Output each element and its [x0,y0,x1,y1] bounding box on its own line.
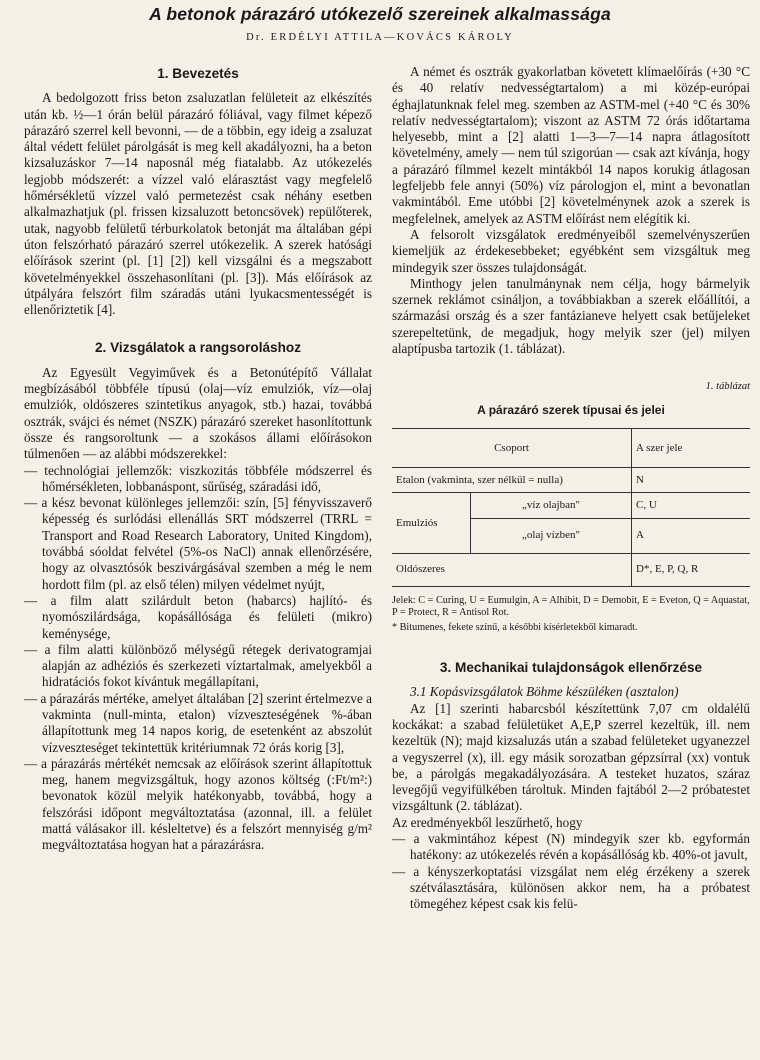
table-caption: 1. táblázat [705,381,750,393]
right-column [392,64,750,912]
article-authors: Dr. ERDÉLYI ATTILA—KOVÁCS KÁROLY [246,32,514,43]
result-item: — a vakmintához képest (N) mindegyik szer kb. egyformán hatékony: az utókezelés révén a kopásállóság kb. 40%-ot javult, [392,831,750,863]
agents-table [392,428,750,587]
article-title: A betonok párazáró utókezelő szereinek alkalmassága [149,4,611,24]
section-3-paragraph: Az [1] szerinti habarcsból készítettünk 7,07 cm oldalélű kockákat: a szabad felületüket A,E,P szerrel kezeltük, ill. nem kezeltük (N); majd kizsaluzás után a szabad felületeket ugyanezzel a vegyszerrel (x), ill. egy másik sorozatban gépzsírral (xx) vontuk be, a párolgás megakadályozására. A testeket huzatos, száraz levegőjű vegyifülkében tároltuk. Minden fajtából 2—2 próbatestet vizsgáltunk (2. táblázat). [392,700,750,814]
method-item: — technológiai jellemzők: viszkozitás többféle módszerrel és hőmérsékleten, lobbanáspont, sűrűség, száradási idő, [24,462,372,494]
row-etalon-label: Etalon (vakminta, szer nélkül = nulla) [392,467,632,492]
method-item: — a kész bevonat különleges jellemzői: szín, [5] fényvisszaverő képesség és surlódási ellenállás SRT módszerrel (TRRL = Transport and Road Research Laboratory, United Kingdom), továbbá sóoldat felvétel (5%-os NaCl) annak ellenőrzésére, hogy az olvasztósók beszivárgásával szemben a még le nem hordott film (pl. az első télen) milyen védelmet nyújt, [24,495,372,592]
table-header-row [392,428,750,467]
header-group: Csoport [392,428,632,467]
table-row [392,467,750,492]
section-2-paragraph: Az Egyesült Vegyiművek és a Betonútépítő Vállalat megbízásából többféle típusú (olaj—víz emulziók, víz—olaj emulziók, oldószeres szintetikus anyagok, stb.) hazai, továbbá osztrák, svájci és német (NSZK) párazáró szereket hasonlítottunk össze és rangsoroltunk — a szokásos állami előírásokon túlmenően — az alábbi módszerekkel: [24,364,372,462]
method-item: — a film alatt szilárdult beton (habarcs) hajlító- és nyomószilárdsága, kopásállósága és felületi (mikro) keménysége, [24,592,372,641]
section-3-heading: 3. Mechanikai tulajdonságok ellenőrzése [439,660,703,676]
method-item: — a párazárás mértékét nemcsak az előírások szerint állapítottuk meg, hanem megvizsgáltuk, hogy azonos költség (:Ft/m²:) bevonatok közül melyik hatékonyabb, továbbá, hogy a felszórási időpont megváltoztatása (azonnal, ill. a felület mattá válásakor ill. késleltetve) és a felszórt mennyiség g/m² megváltoztatása hogyan hat a párazárásra. [24,755,372,853]
row-emul-b-label: „olaj vízben" [471,518,632,553]
climate-paragraph: A német és osztrák gyakorlatban követett klímaelőírás (+30 °C és 40 relatív nedvességtartalom) a mi közép-európai éghajlatunknak felel meg. szemben az ASTM-mel (+40 °C és 30% relatív nedvességtartalom); viszont az ASTM 72 órás időtartama helyesebb, mint a [2] alatti 1—3—7—14 napra átlagosított követelmény, amely — nem túl szigorúan — csak azt kívánja, hogy a párazáró fílmmel kezelt mintákból 14 napos korukig átlagosan legfeljebb fele annyi (50%) víz párologjon el, mint a bevonatlan vakmintából. Eme utóbbi [2] követelménynek azok a szerek is megfelelnek, amelyek az ASTM előírást nem elégítik ki. [392,64,750,226]
row-emul-b-code: A [632,518,751,553]
table-row [392,493,750,518]
row-solvent-code: D*, E, P, Q, R [632,553,751,586]
table-footnote: * Bitumenes, fekete színű, a későbbi kísérletekből kimaradt. [392,621,638,633]
left-column [24,62,372,854]
row-solvent-label: Oldószeres [392,553,632,586]
results-intro: Az eredményekből leszűrhető, hogy [392,814,583,830]
result-item: — a kényszerkoptatási vizsgálat nem elég érzékeny a szerek szétválasztására, különösen akkor nem, ha a próbatest tömegéhez képest csak kis felü- [392,863,750,912]
section-1-paragraph: A bedolgozott friss beton zsaluzatlan felületeit az elkészítés után kb. ½—1 órán belül párazáró fóliával, vagy filmet képező párazáró szerrel kell bevonni, — de a többin, egy ideig a zsaluzat által védett felület párolgását is meg kell akadályozni, ha a beton kizsaluzáskor 7—14 naposnál még fiatalabb. Az utókezelés legjobb módszerét: a vízzel való elárasztást vagy megfelelő hőmérsékletű vízzel való permetezést csak néhány esetben alkalmazhatjuk (pl. frissen kizsaluzott betoncsövek) repülőterek, utak, nagyobb felületű térburkolatok betonját ma általában gépi úton felszórható párazáró szerrel utókezelik. A szerek hatósági előírások szerint (pl. [1] [2]) kell vizsgálni és a megszabott követelményekkel összehasonlítani (pl. [3]). Más előírások az útpályára felszórt film száradás utáni lyukacsmentességét is ellenőriztetik [4]. [24,90,372,318]
method-item: — a párazárás mértéke, amelyet általában [2] szerint értelmezve a vakminta (null-minta, etalon) vízveszteségének %-ában állapítottunk meg 14 napos korig, de esetenként az abszolút vízveszteséget tekintettük kritériumnak 72 órás korig [3], [24,690,372,755]
row-emul-a-code: C, U [632,493,751,518]
table-title: A párazáró szerek típusai és jelei [477,402,665,417]
section-2-heading: 2. Vizsgálatok a rangsoroláshoz [95,340,301,356]
table-row [392,553,750,586]
naming-paragraph: Minthogy jelen tanulmánynak nem célja, hogy bármelyik szernek reklámot csináljon, a továbbiakban a szerek előállítói, a származási ország és a szer fantázianeve helyett csak betűjeleket szerepeltetünk, de megadjuk, hogy melyik szer (jel) milyen alaptípusba tartozik (1. táblázat). [392,275,750,357]
section-1-heading: 1. Bevezetés [157,66,239,81]
row-etalon-code: N [632,467,751,492]
selection-paragraph: A felsorolt vizsgálatok eredményeiből szemelvényszerűen kiemeljük az érdekesebbeket; egyébként sem vizsgáltuk meg mindegyik szer összes tulajdonságát. [392,226,750,275]
row-emul-label: Emulziós [392,493,471,553]
header-code: A szer jele [632,428,751,467]
method-item: — a film alatti különböző mélységű rétegek derivatogramjai alapján az adhéziós és szerkezeti víztartalmak, amelyekből a hidratációs fokot kívántuk megállapítani, [24,641,372,690]
table-legend: Jelek: C = Curing, U = Eumulgin, A = Alhibit, D = Demobit, E = Eveton, Q = Aquastat, P = Protect, R = Antisol Rot. [392,594,750,619]
section-3-1-subheading: 3.1 Kopásvizsgálatok Böhme készüléken (asztalon) [410,684,679,700]
row-emul-a-label: „víz olajban" [471,493,632,518]
